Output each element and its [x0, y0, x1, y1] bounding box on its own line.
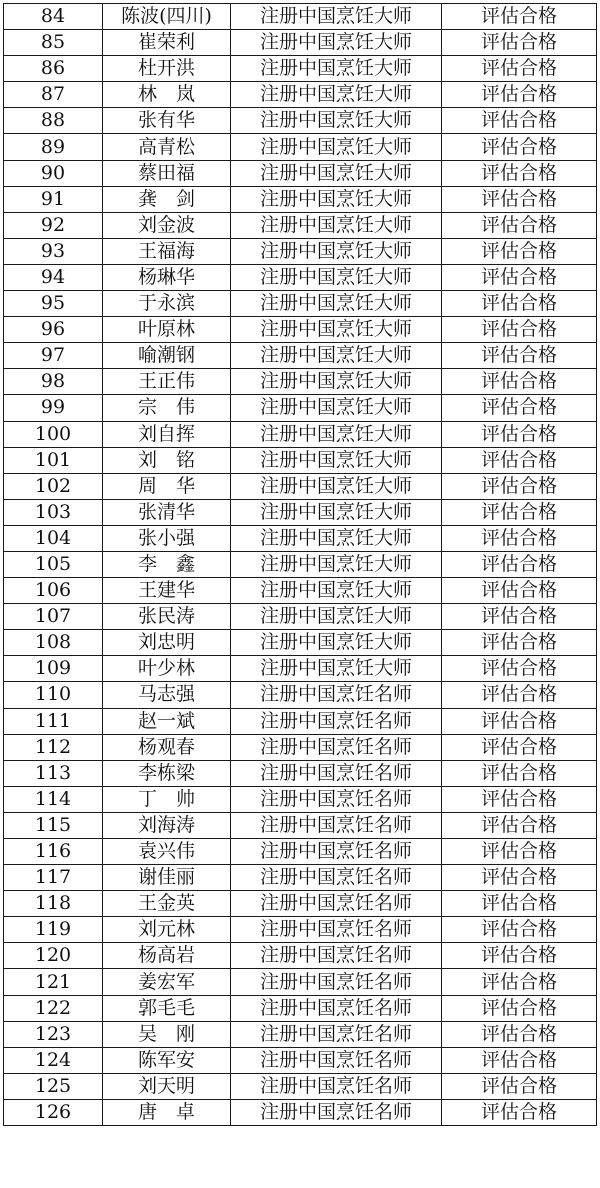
result-cell: 评估合格 [442, 786, 597, 812]
table-row [4, 134, 597, 160]
name-cell: 杨高岩 [103, 943, 231, 969]
table-row [4, 578, 597, 604]
title-cell: 注册中国烹饪名师 [231, 812, 442, 838]
name-cell: 杨琳华 [103, 264, 231, 290]
table-row [4, 682, 597, 708]
result-cell: 评估合格 [442, 760, 597, 786]
table-row [4, 212, 597, 238]
table-row [4, 447, 597, 473]
table-row [4, 238, 597, 264]
row-number-cell: 117 [4, 865, 103, 891]
title-cell: 注册中国烹饪大师 [231, 395, 442, 421]
row-number-cell: 111 [4, 708, 103, 734]
row-number-cell: 101 [4, 447, 103, 473]
result-cell: 评估合格 [442, 212, 597, 238]
name-cell: 刘自挥 [103, 421, 231, 447]
title-cell: 注册中国烹饪大师 [231, 4, 442, 30]
title-cell: 注册中国烹饪大师 [231, 160, 442, 186]
name-cell: 刘海涛 [103, 812, 231, 838]
table-row [4, 160, 597, 186]
row-number-cell: 103 [4, 499, 103, 525]
result-cell: 评估合格 [442, 708, 597, 734]
row-number-cell: 89 [4, 134, 103, 160]
title-cell: 注册中国烹饪大师 [231, 551, 442, 577]
row-number-cell: 109 [4, 656, 103, 682]
result-cell: 评估合格 [442, 1099, 597, 1125]
row-number-cell: 102 [4, 473, 103, 499]
result-cell: 评估合格 [442, 604, 597, 630]
row-number-cell: 116 [4, 839, 103, 865]
row-number-cell: 118 [4, 891, 103, 917]
table-row [4, 656, 597, 682]
table-row [4, 865, 597, 891]
row-number-cell: 106 [4, 578, 103, 604]
name-cell: 杜开洪 [103, 56, 231, 82]
row-number-cell: 91 [4, 186, 103, 212]
name-cell: 刘元林 [103, 917, 231, 943]
result-cell: 评估合格 [442, 630, 597, 656]
result-cell: 评估合格 [442, 682, 597, 708]
result-cell: 评估合格 [442, 812, 597, 838]
table-row [4, 995, 597, 1021]
result-cell: 评估合格 [442, 317, 597, 343]
name-cell: 陈军安 [103, 1047, 231, 1073]
title-cell: 注册中国烹饪大师 [231, 447, 442, 473]
result-cell: 评估合格 [442, 1021, 597, 1047]
title-cell: 注册中国烹饪大师 [231, 30, 442, 56]
name-cell: 叶少林 [103, 656, 231, 682]
row-number-cell: 88 [4, 108, 103, 134]
result-cell: 评估合格 [442, 865, 597, 891]
name-cell: 吴 刚 [103, 1021, 231, 1047]
row-number-cell: 90 [4, 160, 103, 186]
row-number-cell: 95 [4, 291, 103, 317]
name-cell: 张有华 [103, 108, 231, 134]
title-cell: 注册中国烹饪大师 [231, 604, 442, 630]
result-cell: 评估合格 [442, 238, 597, 264]
table-row [4, 421, 597, 447]
table-row [4, 56, 597, 82]
result-cell: 评估合格 [442, 656, 597, 682]
name-cell: 王金英 [103, 891, 231, 917]
result-cell: 评估合格 [442, 30, 597, 56]
result-cell: 评估合格 [442, 395, 597, 421]
table-row [4, 786, 597, 812]
result-cell: 评估合格 [442, 917, 597, 943]
title-cell: 注册中国烹饪名师 [231, 839, 442, 865]
name-cell: 张小强 [103, 525, 231, 551]
name-cell: 于永滨 [103, 291, 231, 317]
title-cell: 注册中国烹饪名师 [231, 865, 442, 891]
result-cell: 评估合格 [442, 551, 597, 577]
title-cell: 注册中国烹饪名师 [231, 1099, 442, 1125]
title-cell: 注册中国烹饪大师 [231, 343, 442, 369]
row-number-cell: 97 [4, 343, 103, 369]
row-number-cell: 114 [4, 786, 103, 812]
table-row [4, 551, 597, 577]
name-cell: 王正伟 [103, 369, 231, 395]
row-number-cell: 100 [4, 421, 103, 447]
result-cell: 评估合格 [442, 1073, 597, 1099]
table-row [4, 1047, 597, 1073]
name-cell: 刘 铭 [103, 447, 231, 473]
name-cell: 刘金波 [103, 212, 231, 238]
table-row [4, 734, 597, 760]
result-cell: 评估合格 [442, 891, 597, 917]
title-cell: 注册中国烹饪大师 [231, 82, 442, 108]
table-row [4, 969, 597, 995]
title-cell: 注册中国烹饪大师 [231, 134, 442, 160]
name-cell: 王建华 [103, 578, 231, 604]
table-row [4, 839, 597, 865]
row-number-cell: 96 [4, 317, 103, 343]
row-number-cell: 93 [4, 238, 103, 264]
name-cell: 王福海 [103, 238, 231, 264]
result-cell: 评估合格 [442, 969, 597, 995]
result-cell: 评估合格 [442, 186, 597, 212]
result-cell: 评估合格 [442, 4, 597, 30]
result-cell: 评估合格 [442, 839, 597, 865]
table-row [4, 943, 597, 969]
title-cell: 注册中国烹饪大师 [231, 291, 442, 317]
table-row [4, 1073, 597, 1099]
title-cell: 注册中国烹饪大师 [231, 369, 442, 395]
row-number-cell: 125 [4, 1073, 103, 1099]
result-cell: 评估合格 [442, 1047, 597, 1073]
row-number-cell: 94 [4, 264, 103, 290]
result-cell: 评估合格 [442, 56, 597, 82]
table-row [4, 264, 597, 290]
title-cell: 注册中国烹饪大师 [231, 238, 442, 264]
name-cell: 赵一斌 [103, 708, 231, 734]
name-cell: 李栋梁 [103, 760, 231, 786]
title-cell: 注册中国烹饪名师 [231, 891, 442, 917]
result-cell: 评估合格 [442, 343, 597, 369]
result-cell: 评估合格 [442, 134, 597, 160]
result-cell: 评估合格 [442, 447, 597, 473]
table-row [4, 369, 597, 395]
title-cell: 注册中国烹饪大师 [231, 499, 442, 525]
row-number-cell: 107 [4, 604, 103, 630]
title-cell: 注册中国烹饪大师 [231, 108, 442, 134]
table-row [4, 812, 597, 838]
table-row [4, 499, 597, 525]
name-cell: 马志强 [103, 682, 231, 708]
name-cell: 宗 伟 [103, 395, 231, 421]
result-cell: 评估合格 [442, 734, 597, 760]
title-cell: 注册中国烹饪大师 [231, 212, 442, 238]
name-cell: 袁兴伟 [103, 839, 231, 865]
table-row [4, 630, 597, 656]
result-cell: 评估合格 [442, 995, 597, 1021]
row-number-cell: 105 [4, 551, 103, 577]
row-number-cell: 85 [4, 30, 103, 56]
row-number-cell: 104 [4, 525, 103, 551]
name-cell: 喻潮钢 [103, 343, 231, 369]
table-row [4, 186, 597, 212]
row-number-cell: 110 [4, 682, 103, 708]
title-cell: 注册中国烹饪名师 [231, 969, 442, 995]
row-number-cell: 115 [4, 812, 103, 838]
table-row [4, 917, 597, 943]
table-row [4, 4, 597, 30]
title-cell: 注册中国烹饪大师 [231, 656, 442, 682]
row-number-cell: 99 [4, 395, 103, 421]
table-row [4, 30, 597, 56]
name-cell: 崔荣利 [103, 30, 231, 56]
name-cell: 郭毛毛 [103, 995, 231, 1021]
row-number-cell: 87 [4, 82, 103, 108]
roster-table-body [4, 4, 597, 1126]
result-cell: 评估合格 [442, 525, 597, 551]
title-cell: 注册中国烹饪大师 [231, 56, 442, 82]
table-row [4, 708, 597, 734]
title-cell: 注册中国烹饪大师 [231, 421, 442, 447]
name-cell: 林 岚 [103, 82, 231, 108]
row-number-cell: 98 [4, 369, 103, 395]
row-number-cell: 112 [4, 734, 103, 760]
table-row [4, 525, 597, 551]
title-cell: 注册中国烹饪名师 [231, 760, 442, 786]
title-cell: 注册中国烹饪名师 [231, 1073, 442, 1099]
row-number-cell: 86 [4, 56, 103, 82]
name-cell: 刘忠明 [103, 630, 231, 656]
row-number-cell: 126 [4, 1099, 103, 1125]
row-number-cell: 123 [4, 1021, 103, 1047]
name-cell: 陈波(四川) [103, 4, 231, 30]
name-cell: 姜宏军 [103, 969, 231, 995]
row-number-cell: 119 [4, 917, 103, 943]
result-cell: 评估合格 [442, 473, 597, 499]
title-cell: 注册中国烹饪名师 [231, 1021, 442, 1047]
table-row [4, 604, 597, 630]
row-number-cell: 120 [4, 943, 103, 969]
result-cell: 评估合格 [442, 369, 597, 395]
result-cell: 评估合格 [442, 108, 597, 134]
row-number-cell: 108 [4, 630, 103, 656]
table-row [4, 317, 597, 343]
result-cell: 评估合格 [442, 291, 597, 317]
row-number-cell: 92 [4, 212, 103, 238]
title-cell: 注册中国烹饪名师 [231, 682, 442, 708]
result-cell: 评估合格 [442, 499, 597, 525]
table-row [4, 108, 597, 134]
title-cell: 注册中国烹饪名师 [231, 917, 442, 943]
table-row [4, 473, 597, 499]
name-cell: 高青松 [103, 134, 231, 160]
title-cell: 注册中国烹饪名师 [231, 943, 442, 969]
table-row [4, 760, 597, 786]
roster-table [3, 3, 597, 1126]
table-row [4, 291, 597, 317]
table-row [4, 395, 597, 421]
row-number-cell: 121 [4, 969, 103, 995]
table-row [4, 343, 597, 369]
result-cell: 评估合格 [442, 943, 597, 969]
title-cell: 注册中国烹饪名师 [231, 786, 442, 812]
title-cell: 注册中国烹饪名师 [231, 1047, 442, 1073]
name-cell: 蔡田福 [103, 160, 231, 186]
name-cell: 张清华 [103, 499, 231, 525]
title-cell: 注册中国烹饪名师 [231, 734, 442, 760]
row-number-cell: 124 [4, 1047, 103, 1073]
name-cell: 杨观春 [103, 734, 231, 760]
title-cell: 注册中国烹饪名师 [231, 708, 442, 734]
result-cell: 评估合格 [442, 82, 597, 108]
name-cell: 李 鑫 [103, 551, 231, 577]
name-cell: 丁 帅 [103, 786, 231, 812]
name-cell: 张民涛 [103, 604, 231, 630]
title-cell: 注册中国烹饪大师 [231, 578, 442, 604]
title-cell: 注册中国烹饪大师 [231, 525, 442, 551]
name-cell: 周 华 [103, 473, 231, 499]
row-number-cell: 84 [4, 4, 103, 30]
title-cell: 注册中国烹饪大师 [231, 317, 442, 343]
name-cell: 龚 剑 [103, 186, 231, 212]
result-cell: 评估合格 [442, 160, 597, 186]
result-cell: 评估合格 [442, 421, 597, 447]
name-cell: 叶原林 [103, 317, 231, 343]
result-cell: 评估合格 [442, 578, 597, 604]
name-cell: 刘天明 [103, 1073, 231, 1099]
result-cell: 评估合格 [442, 264, 597, 290]
name-cell: 谢佳丽 [103, 865, 231, 891]
table-row [4, 1021, 597, 1047]
title-cell: 注册中国烹饪大师 [231, 264, 442, 290]
table-row [4, 1099, 597, 1125]
title-cell: 注册中国烹饪名师 [231, 995, 442, 1021]
table-row [4, 891, 597, 917]
row-number-cell: 122 [4, 995, 103, 1021]
name-cell: 唐 卓 [103, 1099, 231, 1125]
title-cell: 注册中国烹饪大师 [231, 473, 442, 499]
title-cell: 注册中国烹饪大师 [231, 186, 442, 212]
row-number-cell: 113 [4, 760, 103, 786]
title-cell: 注册中国烹饪大师 [231, 630, 442, 656]
table-row [4, 82, 597, 108]
